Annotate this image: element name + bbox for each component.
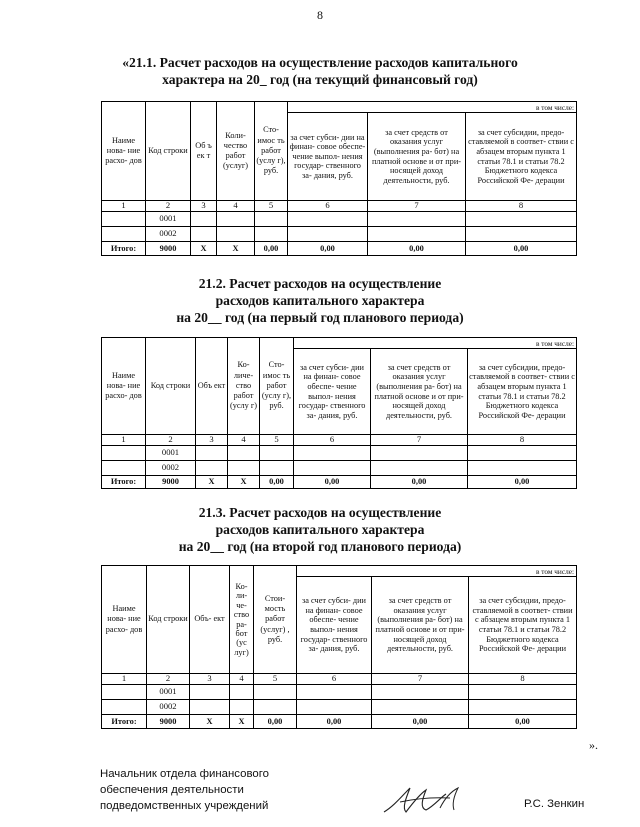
capex-table xyxy=(101,337,577,489)
total-code: 9000 xyxy=(146,476,196,489)
row-code: 0002 xyxy=(146,227,191,242)
header-subsidy-state-task: за счет субси- дии на финан- совое обеспе- чение выпол- нения государ- ственного за- дания, руб. xyxy=(294,349,371,435)
total-subsidy-78: 0,00 xyxy=(469,715,577,729)
column-number: 1 xyxy=(102,201,146,212)
column-number: 1 xyxy=(102,435,146,446)
total-object: X xyxy=(190,715,230,729)
header-object: Объ- ект xyxy=(190,566,230,674)
header-paid-services: за счет средств от оказания услуг (выполнения ра- бот) на платной основе и от при- носящей доход деятельности, руб. xyxy=(368,113,466,201)
column-number: 5 xyxy=(254,674,297,685)
capex-table xyxy=(101,101,577,256)
column-number: 4 xyxy=(217,201,255,212)
header-code: Код строки xyxy=(146,338,196,435)
column-numbers-row xyxy=(102,201,577,212)
signer-name: Р.С. Зенкин xyxy=(524,798,585,810)
header-cost: Сто- имос ть работ (услу г), руб. xyxy=(255,102,288,201)
column-number: 5 xyxy=(255,201,288,212)
handwritten-signature xyxy=(380,782,470,823)
title-line: характера на 20_ год (на текущий финансовый год) xyxy=(162,72,478,87)
header-subsidy-78: за счет субсидии, предо- ставляемой в соответ- ствии с абзацем вторым пункта 1 статьи 78.1 и статьи 78.2 Бюджетного кодекса Российской Фе- дерации xyxy=(468,349,577,435)
header-quantity: Ко- личе- ство работ (услу г) xyxy=(228,338,260,435)
total-object: X xyxy=(196,476,228,489)
signature-icon xyxy=(380,782,470,818)
row-code: 0002 xyxy=(146,461,196,476)
total-label: Итого: xyxy=(102,715,147,729)
header-subsidy-state-task: за счет субси- дии на финан- совое обеспе- чение выпол- нения государ- ственного за- дания, руб. xyxy=(288,113,368,201)
header-subsidy-state-task: за счет субси- дии на финан- совое обеспе- чение выпол- нения государ- ственного за- дания, руб. xyxy=(297,577,372,674)
column-number: 5 xyxy=(260,435,294,446)
header-cost: Сто- имос ть работ (услу г), руб. xyxy=(260,338,294,435)
column-number: 2 xyxy=(146,435,196,446)
column-number: 8 xyxy=(466,201,577,212)
header-name: Наиме нова- ние расхо- дов xyxy=(102,338,146,435)
header-quantity: Коли- чество работ (услуг) xyxy=(217,102,255,201)
table-row xyxy=(102,227,577,242)
section-title xyxy=(60,54,580,88)
signature-position xyxy=(100,766,269,814)
total-paid-services: 0,00 xyxy=(371,476,468,489)
column-number: 7 xyxy=(368,201,466,212)
page-number: 8 xyxy=(317,8,323,22)
table-row xyxy=(102,700,577,715)
section-title xyxy=(60,275,580,326)
column-number: 3 xyxy=(196,435,228,446)
total-paid-services: 0,00 xyxy=(368,242,466,256)
total-row xyxy=(102,715,577,729)
total-subsidy-78: 0,00 xyxy=(466,242,577,256)
total-quantity: X xyxy=(228,476,260,489)
column-numbers-row xyxy=(102,435,577,446)
column-number: 6 xyxy=(288,201,368,212)
column-number: 8 xyxy=(468,435,577,446)
total-subsidy-state-task: 0,00 xyxy=(294,476,371,489)
title-line: расходов капитального характера xyxy=(215,522,425,537)
column-number: 7 xyxy=(371,435,468,446)
total-label: Итого: xyxy=(102,242,146,256)
row-code: 0001 xyxy=(147,685,190,700)
header-including: в том числе: xyxy=(294,338,577,349)
header-subsidy-78: за счет субсидии, предо- ставляемой в соответ- ствии с абзацем вторым пункта 1 статьи 78.1 и статьи 78.2 Бюджетного кодекса Российской Фе- дерации xyxy=(469,577,577,674)
total-subsidy-state-task: 0,00 xyxy=(297,715,372,729)
title-line: на 20__ год (на второй год планового периода) xyxy=(178,539,462,554)
position-line: обеспечения деятельности xyxy=(100,784,244,796)
header-object: Об ъ ек т xyxy=(191,102,217,201)
total-quantity: X xyxy=(230,715,254,729)
section-title xyxy=(60,504,580,555)
header-subsidy-78: за счет субсидии, предо- ставляемой в соответ- ствии с абзацем вторым пункта 1 статьи 78.1 и статьи 78.2 Бюджетного кодекса Российской Фе- дерации xyxy=(466,113,577,201)
header-code: Код строки xyxy=(147,566,190,674)
header-paid-services: за счет средств от оказания услуг (выполнения ра- бот) на платной основе и от при- носящей доход деятельности, руб. xyxy=(371,349,468,435)
header-name: Наиме нова- ние расхо- дов xyxy=(102,102,146,201)
total-cost: 0,00 xyxy=(255,242,288,256)
column-number: 7 xyxy=(372,674,469,685)
position-line: подведомственных учреждений xyxy=(100,800,269,812)
total-code: 9000 xyxy=(146,242,191,256)
column-number: 6 xyxy=(294,435,371,446)
header-including: в том числе: xyxy=(288,102,577,113)
header-cost: Стои- мость работ (услуг) , руб. xyxy=(254,566,297,674)
column-number: 4 xyxy=(228,435,260,446)
column-number: 6 xyxy=(297,674,372,685)
column-number: 4 xyxy=(230,674,254,685)
table-row xyxy=(102,461,577,476)
row-code: 0001 xyxy=(146,446,196,461)
total-paid-services: 0,00 xyxy=(372,715,469,729)
total-row xyxy=(102,242,577,256)
column-number: 8 xyxy=(469,674,577,685)
table-row xyxy=(102,212,577,227)
total-subsidy-state-task: 0,00 xyxy=(288,242,368,256)
column-number: 3 xyxy=(191,201,217,212)
header-including: в том числе: xyxy=(297,566,577,577)
column-number: 2 xyxy=(147,674,190,685)
title-line: 21.2. Расчет расходов на осуществление xyxy=(198,276,442,291)
header-name: Наиме нова- ние расхо- дов xyxy=(102,566,147,674)
header-code: Код строки xyxy=(146,102,191,201)
total-row xyxy=(102,476,577,489)
title-line: расходов капитального характера xyxy=(215,293,425,308)
position-line: Начальник отдела финансового xyxy=(100,768,269,780)
title-line: на 20__ год (на первый год планового периода) xyxy=(176,310,464,325)
total-object: X xyxy=(191,242,217,256)
table-row xyxy=(102,446,577,461)
total-quantity: X xyxy=(217,242,255,256)
table-row xyxy=(102,685,577,700)
header-paid-services: за счет средств от оказания услуг (выполнения ра- бот) на платной основе и от при- носящей доход деятельности, руб. xyxy=(372,577,469,674)
capex-table xyxy=(101,565,577,729)
header-quantity: Ко- ли- че- ство ра- бот (ус луг) xyxy=(230,566,254,674)
title-line: «21.1. Расчет расходов на осуществление расходов капитального xyxy=(122,55,518,70)
row-code: 0002 xyxy=(147,700,190,715)
total-cost: 0,00 xyxy=(260,476,294,489)
column-number: 1 xyxy=(102,674,147,685)
total-subsidy-78: 0,00 xyxy=(468,476,577,489)
column-number: 2 xyxy=(146,201,191,212)
total-code: 9000 xyxy=(147,715,190,729)
row-code: 0001 xyxy=(146,212,191,227)
title-line: 21.3. Расчет расходов на осуществление xyxy=(198,505,442,520)
header-object: Объ ект xyxy=(196,338,228,435)
column-numbers-row xyxy=(102,674,577,685)
total-cost: 0,00 xyxy=(254,715,297,729)
total-label: Итого: xyxy=(102,476,146,489)
column-number: 3 xyxy=(190,674,230,685)
closing-quote: ». xyxy=(589,738,598,752)
